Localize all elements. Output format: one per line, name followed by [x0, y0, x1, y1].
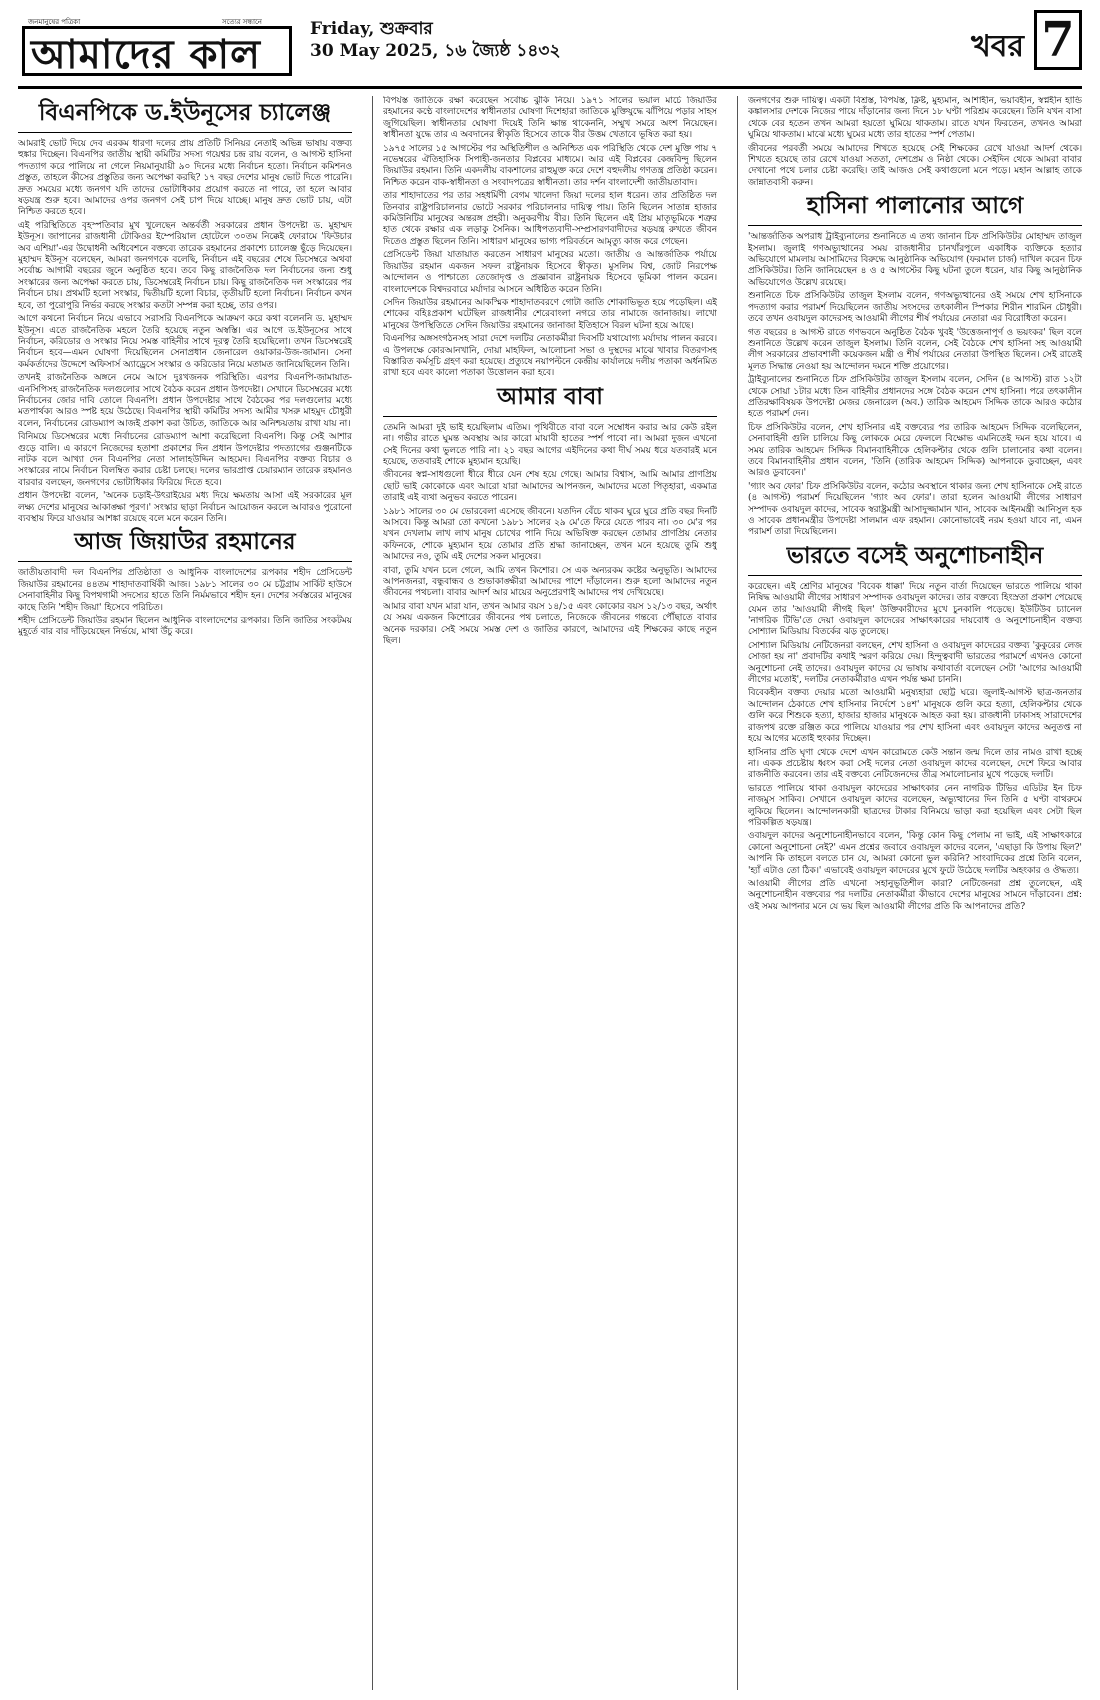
article-paragraph: সেদিন জিয়াউর রহমানের আকস্মিক শাহাদাতবরণে গোটা জাতি শোকাভিভূত হয়ে পড়েছিল। এই শোকের বহিঃপ্রকাশ ঘটেছিল রাজধানীর শেরেবাংলা নগরে তার নামাজে জানাজায়। লাখো মানুষের উপস্থিতিতে সেদিন জিয়াউর রহমানের জানাজা ইতিহাসে বিরল ঘটনা হয়ে আছে।	[383, 297, 717, 331]
article-paragraph: শহীদ প্রেসিডেন্ট জিয়াউর রহমান ছিলেন আধুনিক বাংলাদেশের রূপকার। তিনি জাতির সংকটময় মুহূর্তে বার বার দাঁড়িয়েছেন নির্ভয়ে, মাথা উঁচু করে।	[18, 616, 352, 638]
article-father	[383, 382, 717, 648]
article-paragraph: বিবেকহীন বক্তব্য দেয়ার মতো আওয়ামী মনুষ্যহারা ছোট্ট ঘরে। জুলাই-আগস্ট ছাত্র-জনতার আন্দোলন ঠেকাতে শেখ হাসিনার নির্দেশে ১৪শ' মানুষকে গুলি করে হত্যা, হেলিকপ্টার থেকে গুলি করে শিশুকে হত্যা, হাজার হাজার মানুষকে আহত করা হয়। রাজধানী ঢাকাসহ সারাদেশের রাজপথ রক্তে রঞ্জিত করে পালিয়ে যাওয়ার পর শেখ হাসিনা এবং ওবায়দুল কাদের অনুতপ্ত না হয়ে আগের মতোই হুংকার দিচ্ছেন।	[748, 688, 1082, 745]
article-hasina	[748, 191, 1082, 539]
article-paragraph: হাসিনার প্রতি ঘৃণা থেকে দেশে এখন কারোমতে কেউ সন্তান জন্ম দিলে তার নামও রাখা হচ্ছে না। একক প্রচেষ্টায় ধ্বংস করা সেই দলের নেতা ওবায়দুল কাদের বলেছেন, দেশে ফিরে আবার রাজনীতি করবেন। তার এই বক্তব্যে নেটিজেনদের তীব্র সমালোচনার মুখে পড়েছে দলটি।	[748, 747, 1082, 781]
article-paragraph: সোশ্যাল মিডিয়ায় নেটিজেনরা বলছেন, শেখ হাসিনা ও ওবায়দুল কাদেরের বক্তব্য 'কুকুরের লেজ সোজা হয় না' প্রবাদটির কথাই স্মরণ করিয়ে দেয়। হিন্দুত্ববাদী ভারতের পরামর্শে এখনও কোনো অনুশোচনা নেই তাদের। ওবায়দুল কাদের যে ভাষায় কথাবার্তা বলেছেন সেটা 'আগের আওয়ামী লীগের মতোই', দলটির নেতাকর্মীরাও এখন পর্যন্ত ক্ষমা চাননি।	[748, 640, 1082, 686]
logo-text: আমাদের কাল	[31, 32, 261, 78]
article-paragraph: জনগণের শুরু দায়িত্ব। একটা বিশ্রস্ত, বিপর্যস্ত, ক্লিষ্ট, মুহ্যমান, আশাহীন, ভয়াবহীন, স্বপ্নহীন হান্ডি কঙ্কালসার দেশকে নিজের পায়ে দাঁড়ানোর জন্য দিনে ১৮ ঘণ্টা পরিশ্রম করেছেন। তিনি যখন বাসা থেকে বের হতেন তখন আমরা হয়তো ঘুমিয়ে থাকতাম। রাতে যখন ফিরতেন, তখনও আমরা ঘুমিয়ে থাকতাম। মাঝে মধ্যে ঘুমের মধ্যে তার হাতের স্পর্শ পেতাম।	[748, 96, 1082, 141]
masthead-divider	[18, 86, 1082, 89]
article-headline[interactable]: ভারতে বসেই অনুশোচনাহীন	[748, 541, 1082, 576]
article-paragraph: বিনিময়ে ডিসেম্বরের মধ্যে নির্বাচনের রোডম্যাপ আশা করেছিলো বিএনপি। কিন্তু সেই আশার গুড়ে বালি। এ কারণে নিজেদের হতাশা প্রকাশের দিন প্রধান উপদেষ্টার পদত্যাগের গুঞ্জনটিকে নাটক বলে আখ্যা দেন বিএনপির নেতা সালাহউদ্দিন আহমেদ। বিএনপির বক্তব্য বিচার ও সংস্কারের নামে নির্বাচন বিলম্বিত করার চেষ্টা চলছে। দলের ভারপ্রাপ্ত চেয়ারম্যান তারেক রহমানও বারবার বলছেন, জনগণের ভোটাধিকার ফিরিয়ে দিতে হবে।	[18, 432, 352, 488]
article-bnp	[18, 98, 352, 525]
article-paragraph: প্রধান উপদেষ্টা বলেন, 'অনেক চড়াই-উৎরাইয়ের মধ্য দিয়ে ক্ষমতায় আসা এই সরকারের মূল লক্ষ্য দেশের মানুষের আকাঙ্ক্ষা পূরণ।' সংস্কার ছাড়া নির্বাচন আয়োজন করলে আবারও পুরোনো ব্যবস্থায় ফিরে যাওয়ার আশঙ্কা রয়েছে বলে মনে করেন তিনি।	[18, 491, 352, 524]
article-paragraph: বিএনপির অঙ্গসংগঠনসহ সারা দেশে দলটির নেতাকর্মীরা দিবসটি যথাযোগ্য মর্যাদায় পালন করবে। এ উপলক্ষে কোরআনখানি, দোয়া মাহফিল, আলোচনা সভা ও দুস্থদের মাঝে খাবার বিতরণসহ বিস্তারিত কর্মসূচি গ্রহণ করা হয়েছে। প্রত্যুষে নয়াপল্টনে কেন্দ্রীয় কার্যালয়ে দলীয় পতাকা অর্ধনমিত রাখা হবে এবং কালো পতাকা উত্তোলন করা হবে।	[383, 334, 717, 379]
article-paragraph: জীবনের পরবর্তী সময়ে আমাদের শিখতে হয়েছে সেই শিক্ষকের রেখে যাওয়া আদর্শ থেকে। শিখতে হয়েছে তার রেখে যাওয়া সততা, দেশপ্রেম ও নিষ্ঠা থেকে। সেইদিন থেকে আমরা বাবার দেখানো পথে চলার চেষ্টা করেছি। তাই আজও সেই কথাগুলো মনে পড়ে। মহান আল্লাহ তাকে জান্নাতবাসী করুন।	[748, 143, 1082, 188]
article-paragraph: চিফ প্রসিকিউটর বলেন, শেখ হাসিনার এই বক্তব্যের পর তারিক আহমেদ সিদ্দিক বলেছিলেন, সেনাবাহিনী গুলি চালিয়ে কিছু লোককে মেরে ফেললে বিক্ষোভ এমনিতেই দমন হয়ে যাবে। এ সময় তারিক আহমেদ সিদ্দিক বিমানবাহিনীকে হেলিকপ্টার থেকে গুলি চালানোর কথা বলেন। তবে বিমানবাহিনীর প্রধান বলেন, 'তিনি (তারিক আহমেদ সিদ্দিক) আপনাকে ডুবাচ্ছেন, এবং আরও ডুবাবেন।'	[748, 422, 1082, 479]
article-paragraph: তেমনি আমরা দুই ভাই হয়েছিলাম এতিম। পৃথিবীতে বাবা বলে সম্বোধন করার আর কেউ রইল না। গভীর রাতে ঘুমন্ত অবস্থায় আর কারো মায়াবী হাতের স্পর্শ পাবো না। আমরা দুজন এখনো সেই দিনের কথা ভুলতে পারি না। ২১ বছর আগের এইদিনের কথা দীর্ঘ সময় ধরে যতবারই মনে হয়েছে, ততবারই শোকে মুহ্যমান হয়েছি।	[383, 422, 717, 467]
article-paragraph: আমার বাবা যখন মারা যান, তখন আমার বয়স ১৪/১৫ এবং কোকোর বয়স ১২/১৩ বছর, অর্থাৎ যে সময় একজন কিশোরের জীবনের পথ চলাতে, নিজেকে জীবনের গন্তব্যে পৌঁছাতে বাবার অনেক দরকার। সেই সময়ে সমস্ত দেশ ও জাতির কারণে, আমাদের এই শিক্ষকের কাছে নতুন ছিল।	[383, 601, 717, 647]
article-paragraph: শুনানিতে চিফ প্রসিকিউটর তাজুল ইসলাম বলেন, গণঅভ্যুত্থানের ওই সময়ে শেখ হাসিনাকে পদত্যাগ করার পরামর্শ দিয়েছিলেন জাতীয় সংসদের তৎকালীন স্পিকার শিরীন শারমিন চৌধুরী। তবে তখন ওবায়দুল কাদেরসহ আওয়ামী লীগের শীর্ষ পর্যায়ের নেতারা এর বিরোধিতা করেন।	[748, 291, 1082, 325]
newspaper-logo[interactable]	[22, 16, 292, 76]
article-paragraph: আমরাই ভোট দিয়ে দেব এরকম ধারণা দলের প্রায় প্রতিটি সিনিয়র নেতাই অভিন্ন ভাষায় বক্তব্য হুঙ্কার দিচ্ছেন। বিএনপির জাতীয় স্থায়ী কমিটির সদস্য গয়েশ্বর চন্দ্র রায় বলেন, ও আগস্ট হাসিনা পদত্যাগ করে পালিয়ে না গেলে নিয়মানুযায়ী ৯০ দিনের মধ্যে নির্বাচন হতো। নির্বাচন কমিশনও প্রস্তুত, তাহলে কীসের প্রস্তুতির জন্য অপেক্ষা করছি? ১৭ বছর দেশের মানুষ ভোট দিতে পারেনি। দ্রুত সময়ের মধ্যে জনগণ যদি তাদের ভোটাধিকার প্রয়োগ করতে না পারে, তা হলে আবার ষড়যন্ত্র শুরু হবে। আমাদের ওপর জনগণ সেই চাপ দিয়ে যাচ্ছে। মানুষ দ্রুত ভোট চায়, এটা নিশ্চিত করতে হবে।	[18, 139, 352, 218]
article-paragraph: প্রেসিডেন্ট জিয়া যাতায়াত করতেন সাধারণ মানুষের মতো। জাতীয় ও আন্তর্জাতিক পর্যায়ে জিয়াউর রহমান একজন সফল রাষ্ট্রনায়ক হিসেবে স্বীকৃত। মুসলিম বিশ্ব, জোট নিরপেক্ষ আন্দোলন ও পাশ্চাত্যে তেজোদৃপ্ত ও প্রজ্ঞাবান রাষ্ট্রনায়ক হিসেবে ভূমিকা পালন করেন। বাংলাদেশকে বিশ্বদরবারে মর্যাদার আসনে অধিষ্ঠিত করেন তিনি।	[383, 250, 717, 295]
article-paragraph: তার শাহাদাতের পর তার সহধর্মিণী বেগম খালেদা জিয়া দলের হাল ধরেন। তার প্রতিষ্ঠিত দল তিনবার রাষ্ট্রপরিচালনার ভোটে সরকার পরিচালনার দায়িত্ব পায়। তিনি ছিলেন সাতান্ন হাজার কমিউনিটির মানুষের অন্তরঙ্গ প্রহরী। অনুকরণীয় বীর। তিনি ছিলেন এই প্রিয় মাতৃভূমিকে শত্রুর হাত থেকে রক্ষার এক লড়াকু সৈনিক। আধিপত্যবাদী-সম্প্রসারণবাদীদের ষড়যন্ত্র রুখতে জীবন দিতেও প্রস্তুত ছিলেন তিনি। সাধারণ মানুষের ভাগ্য পরিবর্তনে আমৃত্যু কাজ করে গেছেন।	[383, 191, 717, 247]
article-headline[interactable]: আজ জিয়াউর রহমানের	[18, 527, 352, 562]
column-1	[18, 96, 352, 1690]
logo-tagline-left: জনমানুষের পত্রিকা	[28, 18, 81, 26]
article-paragraph: বাবা, তুমি যখন চলে গেলে, আমি তখন কিশোর। সে এক অন্যরকম কষ্টের অনুভূতি। আমাদের আপনজনরা, বন্ধুবান্ধব ও শুভাকাঙ্ক্ষীরা আমাদের পাশে দাঁড়ালেন। শুরু হলো আমাদের নতুন জীবনের পথচলা। বাবার আদর্শ আর মায়ের অনুপ্রেরণাই আমাদের পথ দেখিয়েছে।	[383, 565, 717, 599]
issue-day: Friday, শুক্রবার	[310, 19, 433, 39]
article-headline[interactable]: আমার বাবা	[383, 382, 717, 417]
article-paragraph: ১৯৮১ সালের ৩০ মে ভোরবেলা এসেছে জীবনে। যতদিন বেঁচে থাকব ঘুরে ঘুরে প্রতি বছর দিনটি আসবে। কিন্তু আমরা তো কখনো ১৯৮১ সালের ২৯ মে'তে ফিরে যেতে পারব না। ৩০ মে'র পর যখন দেখলাম লাখ লাখ মানুষ চোখের পানি দিয়ে অভিষিক্ত করছেন তোমার প্রাণপ্রিয় নেতার কফিনকে, শোকে মুহ্যমান হয়ে তোমার প্রতি শ্রদ্ধা জানাচ্ছেন, তখন মনে হয়েছে তুমি শুধু আমাদের নও, তুমি এই দেশের সকল মানুষের।	[383, 506, 717, 563]
logo-tagline-right: সত্যের সন্ধানে	[222, 18, 262, 26]
article-paragraph: গত বছরের ৪ আগস্ট রাতে গণভবনে অনুষ্ঠিত বৈঠক খুবই 'উত্তেজনাপূর্ণ ও ভয়ংকর' ছিল বলে শুনানিতে উল্লেখ করেন তাজুল ইসলাম। তিনি বলেন, সেই বৈঠকে শেখ হাসিনা সহ আওয়ামী লীগ সরকারের প্রভাবশালী কয়েকজন মন্ত্রী ও শীর্ষ পর্যায়ের নেতারা উপস্থিত ছিলেন। সেই রাতেই মূলত সিদ্ধান্ত নেওয়া হয় আন্দোলন দমনে শক্তি প্রয়োগের।	[748, 327, 1082, 372]
issue-date-block	[310, 18, 561, 62]
article-paragraph: তখনই রাজনৈতিক অঙ্গনে নেমে আসে দুঃখজনক পরিস্থিতি। এরপর বিএনপি-জামায়াত-এনসিপিসহ রাজনৈতিক দলগুলোর সাথে বৈঠক করেন প্রধান উপদেষ্টা। সেখানে ডিসেম্বরের মধ্যে নির্বাচনের জোর দাবি তোলে বিএনপি। প্রধান উপদেষ্টার সাথে বৈঠকের পর দলগুলোর মধ্যে মতপার্থক্য আরও স্পষ্ট হয়ে উঠেছে। বিএনপির স্থায়ী কমিটির সদস্য আমীর খসরু মাহমুদ চৌধুরী বলেন, নির্বাচনের রোডম্যাপ আজই প্রকাশ করা উচিত, জাতিকে আর অনিশ্চয়তায় রাখা যায় না।	[18, 373, 352, 429]
article-headline[interactable]: হাসিনা পালানোর আগে	[748, 191, 1082, 226]
article-paragraph: ওবায়দুল কাদের অনুশোচনাহীনভাবে বলেন, 'কিন্তু কোন কিছু পেলাম না ভাই, এই সাক্ষাৎকারে কোনো অনুশোচনা নেই?' এমন প্রশ্নের জবাবে ওবায়দুল কাদের বলেন, 'এছাড়া কি উপায় ছিল?' আপনি কি তাহলে বলতে চান যে, আমরা কোনো ভুল করিনি? সাংবাদিকের প্রশ্নে তিনি বলেন, 'হ্যাঁ এটাও তো ঠিক।' এভাবেই ওবায়দুল কাদেরের মুখে ফুটে উঠেছে দলটির অহংকার ও ঔদ্ধত্য।	[748, 831, 1082, 876]
article-india	[748, 541, 1082, 913]
column-divider	[737, 96, 738, 1690]
article-paragraph: জাতীয়তাবাদী দল বিএনপির প্রতিষ্ঠাতা ও আধুনিক বাংলাদেশের রূপকার শহীদ প্রেসিডেন্ট জিয়াউর রহমানের ৪৪তম শাহাদাতবার্ষিকী আজ। ১৯৮১ সালের ৩০ মে চট্টগ্রাম সার্কিট হাউসে সেনাবাহিনীর কিছু বিপথগামী সদস্যের হাতে তিনি নির্মমভাবে শহীদ হন। দেশের সর্বস্তরের মানুষের কাছে তিনি 'শহীদ জিয়া' হিসেবে পরিচিত।	[18, 568, 352, 613]
article-zia-continued	[383, 96, 717, 380]
article-paragraph: করেছেন। এই শ্রেণির মানুষের 'বিবেক ধাক্কা' দিয়ে নতুন বার্তা দিয়েছেন ভারতে পালিয়ে থাকা নিষিদ্ধ আওয়ামী লীগের সাধারণ সম্পাদক ওবায়দুল কাদের। তার বক্তব্যে হিংস্রতা প্রকাশ পেয়েছে যেমন তার 'আওয়ামী লীগই ছিল' উক্তিকারীদের মুখে চুনকালি পড়েছে। ইউটিউব চ্যানেল 'নাগরিক টিভি'তে দেয়া ওবায়দুল কাদেরের সাক্ষাৎকারের দায়বোধ ও অনুশোচনাহীন বক্তব্য সোশ্যাল মিডিয়ায় বিতর্কের ঝড় তুলেছে।	[748, 581, 1082, 638]
masthead	[18, 10, 1082, 82]
page-number: 7	[1034, 10, 1082, 70]
article-zia	[18, 527, 352, 638]
article-paragraph: আওয়ামী লীগের প্রতি এখনো সহানুভূতিশীল কারা? নেটিজেনরা প্রশ্ন তুলেছেন, এই অনুশোচনাহীন বক্তব্যের পর দলটির নেতাকর্মীরা কীভাবে দেশের মানুষের সামনে দাঁড়াবেন। প্রশ্ন: ওই সময় আপনার মনে যে ভয় ছিল আওয়ামী লীগের প্রতি কি আপনাদের প্রতি?	[748, 878, 1082, 912]
section-title: খবর	[971, 29, 1024, 64]
article-paragraph: ভারতে পালিয়ে থাকা ওবায়দুল কাদেরের সাক্ষাৎকার নেন নাগরিক টিভির এডিটর ইন চিফ নাজমুস সাকিব। সেখানে ওবায়দুল কাদের বলেছেন, অভ্যুত্থানের দিন তিনি ৫ ঘণ্টা বাথরুমে লুকিয়ে ছিলেন। আন্দোলনকারী ছাত্রদের টাকার বিনিময়ে ভাড়া করা হয়েছিল এবং সেটা ছিল পরিকল্পিত ষড়যন্ত্র।	[748, 783, 1082, 828]
column-divider	[372, 96, 373, 1690]
logo-frame	[22, 26, 292, 76]
article-father-continued	[748, 96, 1082, 189]
article-paragraph: ট্রাইব্যুনালের শুনানিতে চিফ প্রসিকিউটর তাজুল ইসলাম বলেন, সেদিন (৪ আগস্ট) রাত ১২টা থেকে সোয়া ১টার মধ্যে তিন বাহিনীর প্রধানদের সঙ্গে বৈঠক করেন শেখ হাসিনা। পরে তৎকালীন প্রতিরক্ষাবিষয়ক উপদেষ্টা মেজর জেনারেল (অব.) তারিক আহমেদ সিদ্দিক তাকে আরও কঠোর হতে পরামর্শ দেন।	[748, 375, 1082, 420]
column-2	[383, 96, 717, 1690]
article-paragraph: বিপর্যস্ত জাতিকে রক্ষা করেছেন সর্বোচ্চ ঝুঁকি নিয়ে। ১৯৭১ সালের ভয়াল মার্চে জিয়াউর রহমানের কণ্ঠে বাংলাদেশের স্বাধীনতার ঘোষণা দিশেহারা জাতিকে মুক্তিযুদ্ধে ঝাঁপিয়ে পড়ার সাহস জুগিয়েছিল। স্বাধীনতার ঘোষণা দিয়েই তিনি ক্ষান্ত থাকেননি, সম্মুখ সমরে অংশ নিয়েছেন। স্বাধীনতা যুদ্ধে তার এ অবদানের স্বীকৃতি হিসেবে তাকে বীর উত্তম খেতাবে ভূষিত করা হয়।	[383, 96, 717, 141]
article-paragraph: জীবনের স্বপ্ন-সাধগুলো ধীরে ধীরে যেন শেষ হয়ে গেছে। আমার বিশ্বাস, আমি আমার প্রাণপ্রিয় ছোট ভাই কোকোকে এবং আরো যারা আমাদের আপনজন, আমাদের মতো পিতৃহারা, একমাত্র তারাই এই ব্যথা অনুভব করতে পারেন।	[383, 470, 717, 504]
article-paragraph: 'গ্যাং অব ফোর' চিফ প্রসিকিউটর বলেন, কঠোর অবস্থানে থাকার জন্য শেখ হাসিনাকে সেই রাতে (৪ আগস্ট) পরামর্শ দিয়েছিলেন 'গ্যাং অব ফোর'। তারা হলেন আওয়ামী লীগের সাধারণ সম্পাদক ওবায়দুল কাদের, সাবেক স্বরাষ্ট্রমন্ত্রী আসাদুজ্জামান খান, সাবেক আইনমন্ত্রী আনিসুল হক ও সাবেক প্রধানমন্ত্রীর উপদেষ্টা সালমান এফ রহমান। কোনোভাবেই নরম হওয়া যাবে না, এমন পরামর্শ তারা দিয়েছিলেন।	[748, 481, 1082, 538]
article-paragraph: ১৯৭৫ সালের ১৫ আগস্টের পর অস্থিতিশীল ও অনিশ্চিত এক পরিস্থিতি থেকে দেশ মুক্তি পায় ৭ নভেম্বরের ঐতিহাসিক সিপাহী-জনতার বিপ্লবের মাধ্যমে। আর এই বিপ্লবের কেন্দ্রবিন্দু ছিলেন জিয়াউর রহমান। তিনি একদলীয় বাকশালের রাহুমুক্ত করে দেশে বহুদলীয় গণতন্ত্র প্রতিষ্ঠা করেন। নিশ্চিত করেন বাক-স্বাধীনতা ও সংবাদপত্রের স্বাধীনতা। তার দর্শন বাংলাদেশী জাতীয়তাবাদ।	[383, 143, 717, 188]
column-3	[748, 96, 1082, 1690]
article-paragraph: এই পরিস্থিতিতে বৃহস্পতিবার মুখ খুলেছেন অন্তর্বর্তী সরকারের প্রধান উপদেষ্টা ড. মুহাম্মদ ইউনূস। জাপানের রাজধানী টোকিওর ইম্পেরিয়াল হোটেলে ৩০তম নিক্কেই ফোরামে 'ফিউচার অব এশিয়া'-এর উদ্বোধনী অধিবেশনে বক্তব্যে তারেক রহমানের প্রকাশ্যে চ্যালেঞ্জ ছুঁড়ে দিয়েছেন। মুহাম্মদ ইউনূস বলেছেন, আমরা জনগণকে বলেছি, নির্বাচন এই বছরের শেষে ডিসেম্বরে অথবা সর্বোচ্চ আগামী বছরের জুনে অনুষ্ঠিত হবে। তবে কিছু রাজনৈতিক দল নির্বাচনের জন্য শুধু সংস্কারের জন্য অপেক্ষা করতে চায়, ডিসেম্বরেই নির্বাচন চায়। কিছু রাজনৈতিক দল সংস্কারের পর নির্বাচন চায়। প্রথমটি হলো সংস্কার, দ্বিতীয়টি হলো বিচার, তৃতীয়টি হলো নির্বাচন। নির্বাচন কখন হবে, তা পুরোপুরি নির্ভর করছে সংস্কার কতটা সম্পন্ন করা হচ্ছে, তার ওপর।	[18, 220, 352, 311]
article-paragraph: 'আন্তর্জাতিক অপরাধ ট্রাইব্যুনালের শুনানিতে এ তথ্য জানান চিফ প্রসিকিউটর মোহাম্মদ তাজুল ইসলাম। জুলাই গণঅভ্যুত্থানের সময় রাজধানীর চানখাঁরপুলে একাধিক ব্যক্তিকে হত্যার অভিযোগে মামলায় আসামিদের বিরুদ্ধে আনুষ্ঠানিক অভিযোগ (ফরমাল চার্জ) দাখিল করেন চিফ প্রসিকিউটর। তিনি জানিয়েছেন ৪ ও ৫ আগস্টের কিছু ঘটনা তুলে ধরেন, যার কিছু আনুষ্ঠানিক অভিযোগেও উল্লেখ রয়েছে।	[748, 232, 1082, 288]
article-headline[interactable]: বিএনপিকে ড.ইউনূসের চ্যালেঞ্জ	[18, 98, 352, 133]
issue-date: 30 May 2025, ১৬ জ্যৈষ্ঠ ১৪৩২	[310, 41, 561, 61]
article-paragraph: আগে কথনো নির্বাচন নিয়ে এভাবে সরাসরি বিএনপিকে আক্রমণ করে কথা বলেননি ড. মুহাম্মদ ইউনূস। এতে রাজনৈতিক মহলে তৈরি হয়েছে নতুন অস্বস্তি। এর আগে ড.ইউনূসের সাথে নির্বাচন, করিডোর ও সংস্কার নিয়ে সমস্ত বাহিনীর সাথে দূরত্ব তৈরি হয়েছিলো। তখন ডিসেম্বরেই নির্বাচন হবে—এমন ঘোষণা দিয়েছিলেন সেনাপ্রধান জেনারেল ওয়াকার-উজ-জামান। সেনা কর্মকর্তাদের উদ্দেশে অফিসার্স অ্যাড্রেসে সংস্কার ও করিডোর নিয়ে মতামত জানিয়েছিলেন তিনি।	[18, 314, 352, 370]
